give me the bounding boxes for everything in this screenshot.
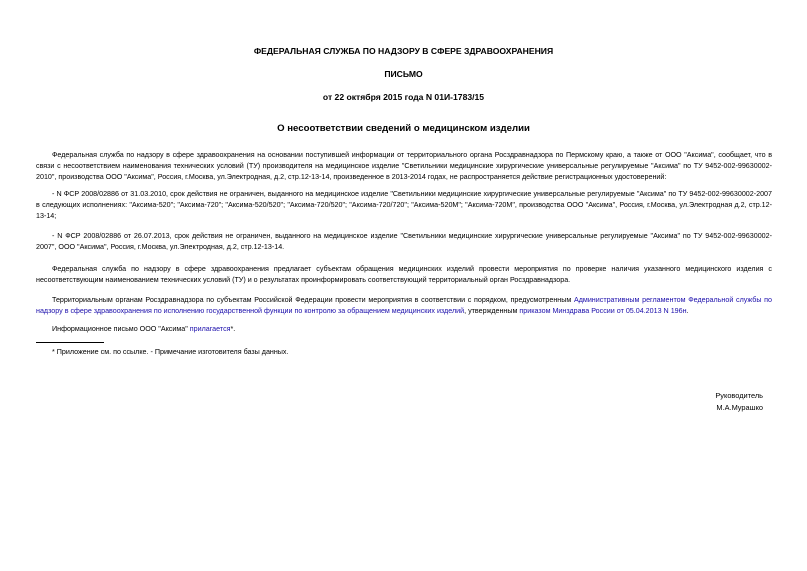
paragraph-text: Информационное письмо ООО "Аксима": [52, 325, 190, 333]
subject-heading: О несоответствии сведений о медицинском изделии: [277, 123, 530, 134]
paragraph-proposal: Федеральная служба по надзору в сфере здравоохранения предлагает субъектам обращения медицинских изделий провести мероприятия по проверке наличия указанного медицинского изделия с несоответствующим наименованием технических условий (ТУ) и о результатах проинформировать соответствующий территориальный орган Росздравнадзора.: [36, 265, 772, 284]
paragraph-text: .: [686, 307, 689, 315]
footnote: * Приложение см. по ссылке. - Примечание изготовителя базы данных.: [52, 348, 289, 356]
footnote-divider: [36, 342, 104, 343]
paragraph-attachment: [36, 324, 772, 335]
paragraph-text: , утвержденным: [464, 307, 520, 315]
agency-heading: ФЕДЕРАЛЬНАЯ СЛУЖБА ПО НАДЗОРУ В СФЕРЕ ЗДРАВООХРАНЕНИЯ: [253, 46, 554, 56]
paragraph-certificate-2010: - N ФСР 2008/02886 от 31.03.2010, срок действия не ограничен, выданного на медицинское изделие "Светильники медицинские хирургические универсальные регулируемые "Аксима" по ТУ 9452-002-99630002-2007 в следующих исполнениях: "Аксима-520"; "Аксима-720"; "Аксима-520/520"; "Аксима-720/520"; "Аксима-720/720"; "Аксима-520М"; "Аксима-720М", производства ООО "Аксима", Россия, г.Москва, ул.Электродная д.2, стр.12-13-14;: [36, 190, 772, 220]
signature-name: М.А.Мурашко: [716, 403, 763, 412]
order-196n-link[interactable]: приказом Минздрава России от 05.04.2013 N 196н: [519, 307, 687, 315]
paragraph-territorial-bodies: [36, 295, 772, 317]
attachment-link[interactable]: прилагается: [189, 325, 231, 333]
paragraph-text: Территориальным органам Росздравнадзора по субъектам Российской Федерации провести мероприятия в соответствии с порядком, предусмотренным: [52, 296, 574, 304]
document-type-heading: ПИСЬМО: [384, 69, 423, 79]
paragraph-certificate-2013: - N ФСР 2008/02886 от 26.07.2013, срок действия не ограничен, выданного на медицинское изделие "Светильники медицинские хирургические универсальные регулируемые "Аксима" по ТУ 9452-002-99630002-2007", ООО "Аксима", Россия, г.Москва, ул.Электродная, д.2, стр.12-13-14.: [36, 232, 772, 251]
admin-regulation-link[interactable]: Административным регламентом Федеральной службы по надзору в сфере здравоохранения по исполнению государственной функции по контролю за обращением медицинских изделий: [36, 296, 772, 315]
signature-title: Руководитель: [715, 391, 763, 400]
paragraph-text: *.: [230, 325, 236, 333]
date-number-heading: от 22 октября 2015 года N 01И-1783/15: [322, 92, 485, 102]
paragraph-intro: Федеральная служба по надзору в сфере здравоохранения на основании поступившей информации от территориального органа Росздравнадзора по Пермскому краю, а также от ООО "Аксима", сообщает, что в связи с несоответствием наименования технических условий (ТУ) производителя на медицинское изделие "Светильники медицинские хирургические универсальные регулируемые "Аксима" по ТУ 9452-002-99630002-2010", производства ООО "Аксима", Россия, г.Москва, ул.Электродная, д.2, стр.12-13-14, произведенное в 2013-2014 годах, не распространяется действие регистрационных удостоверений:: [36, 151, 772, 181]
